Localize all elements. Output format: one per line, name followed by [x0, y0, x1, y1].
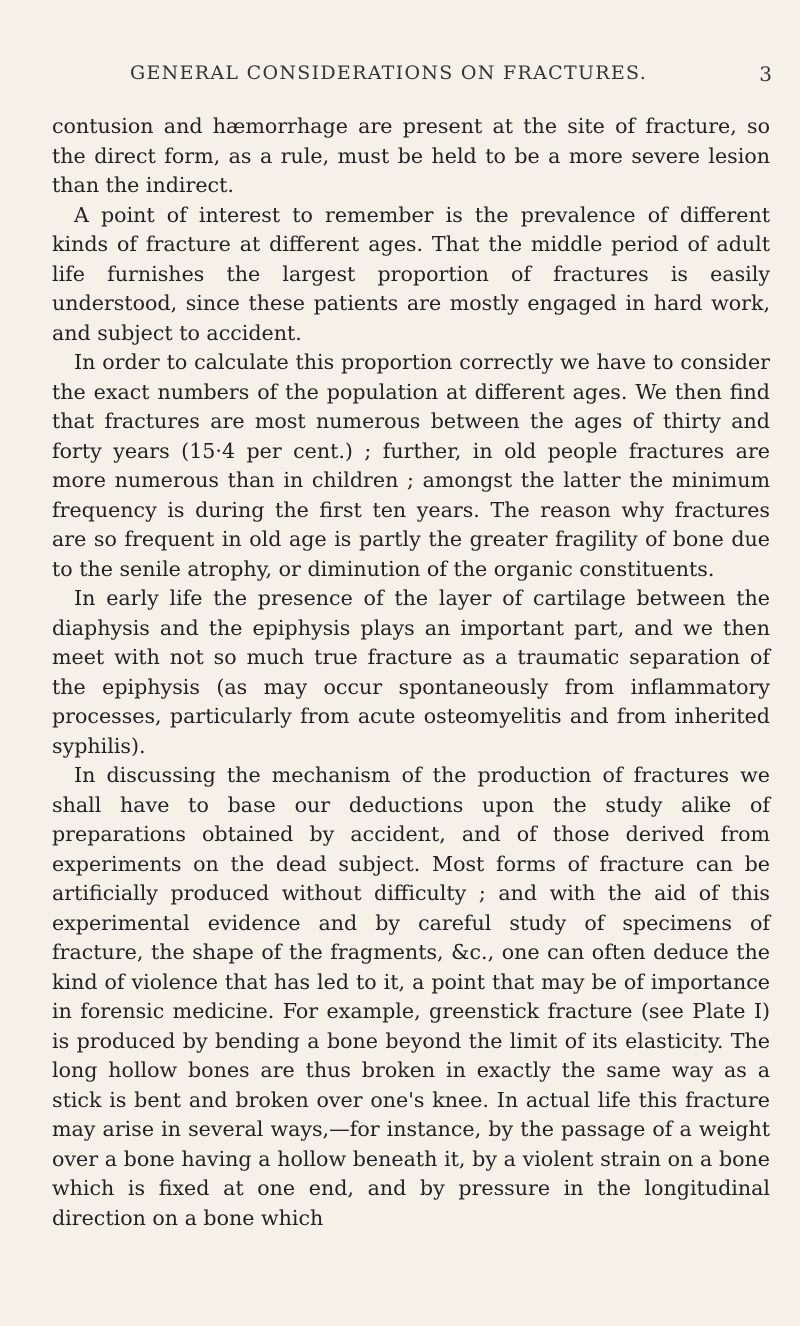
- running-head: GENERAL CONSIDERATIONS ON FRACTURES.: [130, 62, 648, 84]
- body-text: [52, 112, 770, 1233]
- paragraph-3: In order to calculate this proportion correctly we have to consider the exact numbers of the population at different ages. We then find that fractures are most numerous between the ages of thirty and forty years (15·4 per cent.) ; further, in old people fractures are more numerous than in children ; amongst the latter the minimum frequency is during the first ten years. The reason why fractures are so frequent in old age is partly the greater fragility of bone due to the senile atrophy, or diminution of the organic constituents.: [52, 350, 770, 581]
- page-header: [130, 62, 772, 88]
- paragraph-4: In early life the presence of the layer of cartilage between the diaphysis and the epiphysis plays an important part, and we then meet with not so much true fracture as a traumatic separation of the epiphysis (as may occur spontaneously from inflammatory processes, particularly from acute osteomyelitis and from inherited syphilis).: [52, 586, 770, 758]
- paragraph-2: A point of interest to remember is the prevalence of different kinds of fracture at different ages. That the middle period of adult life furnishes the largest proportion of fractures is easily understood, since these patients are mostly engaged in hard work, and subject to accident.: [52, 202, 770, 345]
- page-number: 3: [759, 62, 772, 86]
- paragraph-1: contusion and hæmorrhage are present at the site of fracture, so the direct form, as a rule, must be held to be a more severe lesion than the indirect.: [52, 114, 770, 197]
- paragraph-5: In discussing the mechanism of the production of fractures we shall have to base our deductions upon the study alike of preparations obtained by accident, and of those derived from experiments on the dead subject. Most forms of fracture can be artificially produced without difficulty ; and with the aid of this experimental evidence and by careful study of specimens of fracture, the shape of the fragments, &c., one can often deduce the kind of violence that has led to it, a point that may be of importance in forensic medicine. For example, greenstick fracture (see Plate I) is produced by bending a bone beyond the limit of its elasticity. The long hollow bones are thus broken in exactly the same way as a stick is bent and broken over one's knee. In actual life this fracture may arise in several ways,—for instance, by the passage of a weight over a bone having a hollow beneath it, by a violent strain on a bone which is fixed at one end, and by pressure in the longitudinal direction on a bone which: [52, 763, 770, 1230]
